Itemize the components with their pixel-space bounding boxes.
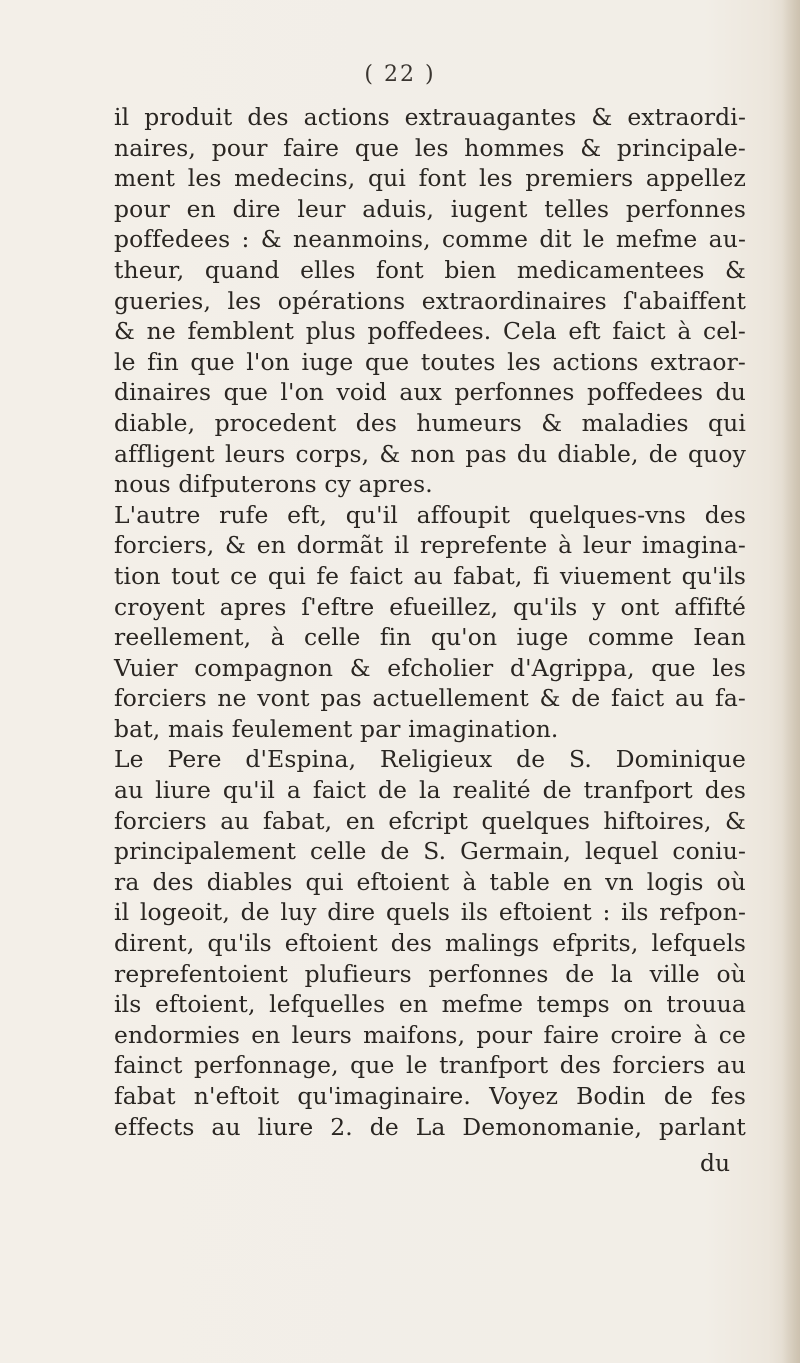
text-line: forciers au fabat, en efcript quelques hiftoires, & (114, 806, 746, 835)
body-text (114, 102, 746, 1142)
text-line: naires, pour faire que les hommes & principale- (114, 133, 746, 162)
text-line: Vuier compagnon & efcholier d'Agrippa, que les (114, 653, 746, 682)
text-line: pour en dire leur aduis, iugent telles perfonnes (114, 194, 746, 223)
text-line: dirent, qu'ils eftoient des malings efprits, lefquels (114, 929, 746, 958)
text-line: forciers, & en dormãt il reprefente à leur imagina- (114, 531, 746, 560)
text-line: L'autre rufe eft, qu'il affoupit quelques-vns des (114, 500, 746, 529)
text-line: Le Pere d'Espina, Religieux de S. Dominique (114, 745, 746, 774)
text-line: diable, procedent des humeurs & maladies qui (114, 408, 746, 437)
text-line: ment les medecins, qui font les premiers appellez (114, 164, 746, 193)
page-edge-shadow (782, 0, 800, 1363)
text-line: croyent apres ſ'eftre efueillez, qu'ils y ont affifté (114, 592, 746, 621)
text-line: le fin que l'on iuge que toutes les actions extraor- (114, 347, 746, 376)
text-line: nous difputerons cy apres. (114, 470, 433, 499)
text-line: dinaires que l'on void aux perfonnes poffedees du (114, 378, 746, 407)
text-line: ra des diables qui eftoient à table en vn logis où (114, 867, 746, 896)
text-line: ils eftoient, lefquelles en mefme temps on trouua (114, 990, 746, 1019)
catchword: du (700, 1149, 731, 1177)
text-line: gueries, les opérations extraordinaires ſ'abaiffent (114, 286, 746, 315)
text-line: au liure qu'il a faict de la realité de tranfport des (114, 776, 746, 805)
text-line: fabat n'eftoit qu'imaginaire. Voyez Bodin de fes (114, 1082, 746, 1110)
text-line: il logeoit, de luy dire quels ils eftoient : ils refpon- (114, 898, 746, 927)
text-line: tion tout ce qui fe faict au fabat, fi viuement qu'ils (114, 561, 746, 590)
text-line: principalement celle de S. Germain, lequel coniu- (114, 837, 746, 866)
text-line: theur, quand elles font bien medicamentees & (114, 255, 746, 284)
text-line: poffedees : & neanmoins, comme dit le mefme au- (114, 225, 746, 254)
text-line: il produit des actions extrauagantes & extraordi- (114, 103, 746, 131)
text-line: endormies en leurs maifons, pour faire croire à ce (114, 1020, 746, 1049)
text-line: bat, mais feulement par imagination. (114, 714, 559, 743)
page-number: ( 22 ) (364, 62, 436, 87)
text-line: effects au liure 2. de La Demonomanie, parlant (114, 1112, 746, 1141)
text-line: fainct perfonnage, que le tranfport des forciers au (114, 1051, 746, 1080)
text-line: affligent leurs corps, & non pas du diable, de quoy (114, 439, 746, 468)
text-line: & ne femblent plus poffedees. Cela eft faict à cel- (114, 317, 746, 346)
text-line: reellement, à celle fin qu'on iuge comme Iean (114, 623, 746, 652)
text-line: reprefentoient plufieurs perfonnes de la ville où (114, 959, 746, 988)
text-line: forciers ne vont pas actuellement & de faict au fa- (114, 684, 746, 713)
